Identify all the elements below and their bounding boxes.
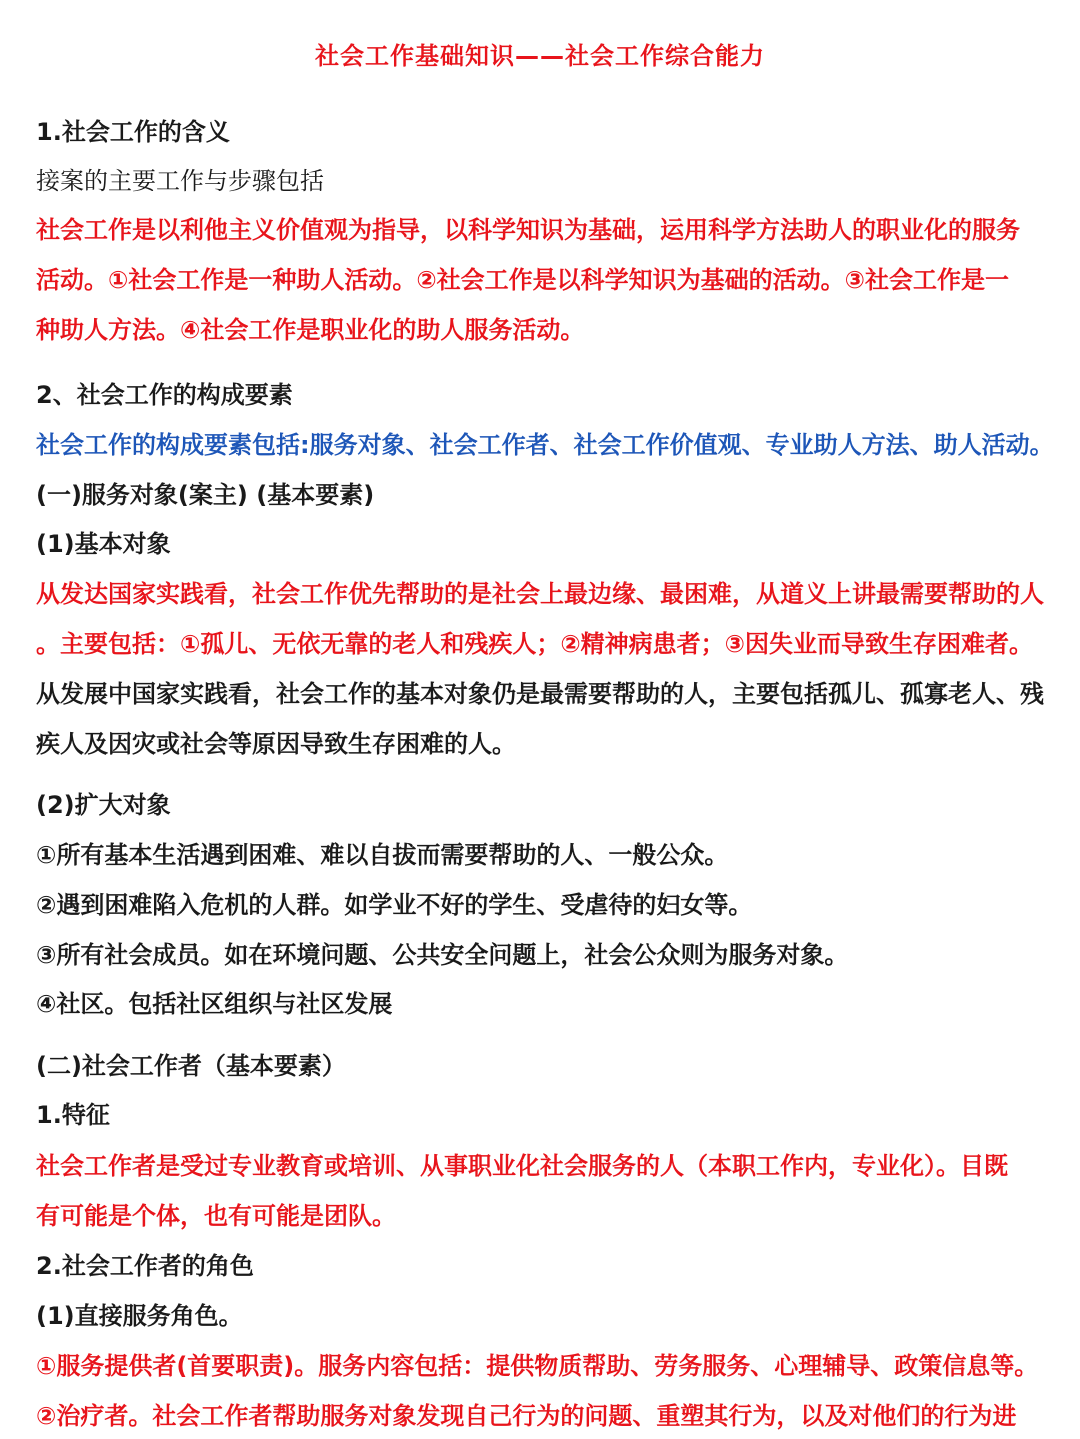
section-1-definition-line: 种助人方法。④社会工作是职业化的助人服务活动。 [36, 316, 585, 344]
basic-objects-developed-line: 从发达国家实践看，社会工作优先帮助的是社会上最边缘、最困难，从道义上讲最需要帮助的人 [36, 580, 1044, 608]
section-2-components: 社会工作的构成要素包括:服务对象、社会工作者、社会工作价值观、专业助人方法、助人活动。 [36, 431, 1054, 459]
features-heading: 1.特征 [36, 1101, 110, 1129]
direct-service-roles-heading: (1)直接服务角色。 [36, 1302, 243, 1330]
subsection-social-workers: (二)社会工作者（基本要素） [36, 1052, 346, 1080]
direct-role-line: ②治疗者。社会工作者帮助服务对象发现自己行为的问题、重塑其行为，以及对他们的行为进 [36, 1402, 1017, 1430]
section-1-intro: 接案的主要工作与步骤包括 [36, 167, 324, 195]
page-title: 社会工作基础知识——社会工作综合能力 [315, 42, 765, 70]
basic-objects-developed-line: 。主要包括：①孤儿、无依无靠的老人和残疾人；②精神病患者；③因失业而导致生存困难者。 [36, 630, 1033, 658]
features-definition-line: 社会工作者是受过专业教育或培训、从事职业化社会服务的人（本职工作内，专业化）。目既 [36, 1152, 1008, 1180]
direct-role-line: ①服务提供者(首要职责)。服务内容包括：提供物质帮助、劳务服务、心理辅导、政策信息等。 [36, 1352, 1039, 1380]
section-1-heading: 1.社会工作的含义 [36, 118, 230, 146]
section-1-definition-line: 社会工作是以利他主义价值观为指导，以科学知识为基础，运用科学方法助人的职业化的服务 [36, 216, 1020, 244]
section-1-definition-line: 活动。①社会工作是一种助人活动。②社会工作是以科学知识为基础的活动。③社会工作是一 [36, 266, 1009, 294]
roles-heading: 2.社会工作者的角色 [36, 1252, 254, 1280]
expanded-object-item: ①所有基本生活遇到困难、难以自拔而需要帮助的人、一般公众。 [36, 841, 729, 869]
basic-objects-developing-line: 疾人及因灾或社会等原因导致生存困难的人。 [36, 730, 516, 758]
section-2-heading: 2、社会工作的构成要素 [36, 381, 293, 409]
expanded-object-item: ②遇到困难陷入危机的人群。如学业不好的学生、受虐待的妇女等。 [36, 891, 753, 919]
features-definition-line: 有可能是个体，也有可能是团队。 [36, 1202, 396, 1230]
basic-objects-heading: (1)基本对象 [36, 530, 171, 558]
expanded-object-item: ③所有社会成员。如在环境问题、公共安全问题上，社会公众则为服务对象。 [36, 941, 849, 969]
expanded-objects-heading: (2)扩大对象 [36, 791, 171, 819]
expanded-object-item: ④社区。包括社区组织与社区发展 [36, 990, 393, 1018]
subsection-service-objects: (一)服务对象(案主) (基本要素) [36, 481, 375, 509]
basic-objects-developing-line: 从发展中国家实践看，社会工作的基本对象仍是最需要帮助的人，主要包括孤儿、孤寡老人、残 [36, 680, 1044, 708]
